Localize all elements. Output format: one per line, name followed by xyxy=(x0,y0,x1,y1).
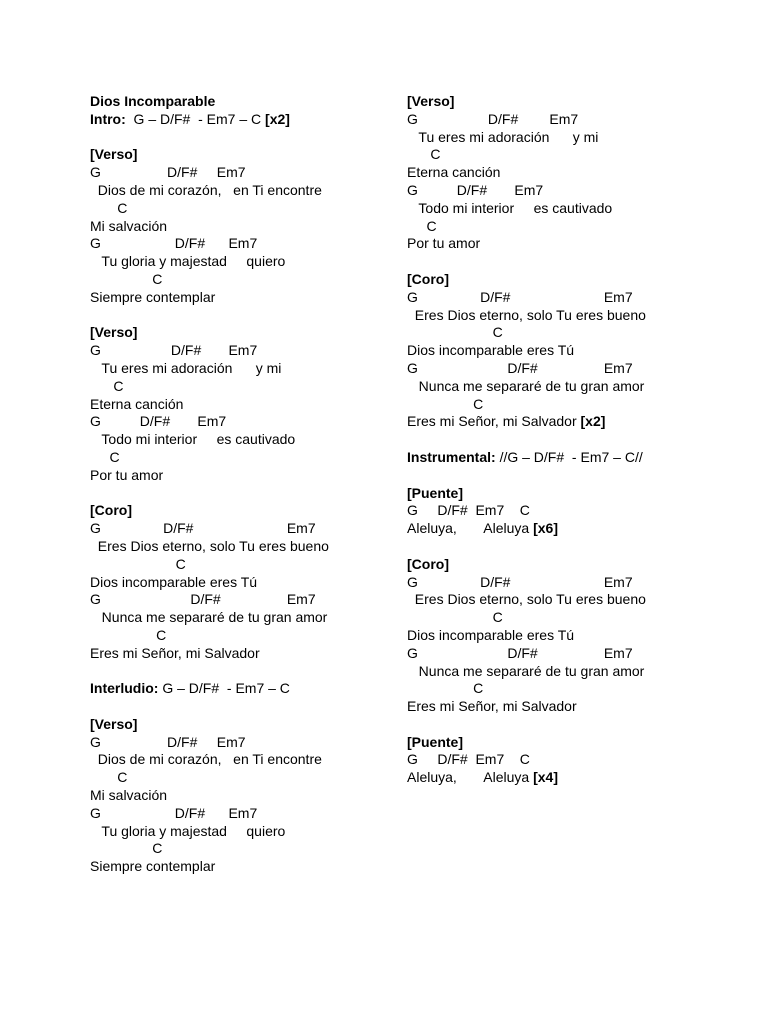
lyric-line xyxy=(90,289,400,307)
lyric-line xyxy=(407,200,717,218)
section-label: [Puente] xyxy=(407,484,463,501)
lyric-line xyxy=(90,520,400,538)
lyric-line xyxy=(407,289,717,307)
line-text: G D/F# Em7 xyxy=(407,181,544,198)
line-text: Mi salvación xyxy=(90,217,168,234)
lyric-line xyxy=(407,645,717,663)
line-text: Eres mi Señor, mi Salvador xyxy=(90,644,260,661)
section-label: [Coro] xyxy=(90,502,132,519)
repeat-marker: [x2] xyxy=(580,413,606,430)
lyric-line xyxy=(407,93,717,111)
lyric-line xyxy=(407,751,717,769)
lyric-line xyxy=(90,769,400,787)
lyric-line xyxy=(407,680,717,698)
lyric-line xyxy=(407,164,717,182)
lyric-line xyxy=(90,698,400,716)
line-text: Aleluya, Aleluya xyxy=(407,520,534,537)
lyric-line xyxy=(90,378,400,396)
line-text: G – D/F# - Em7 – C xyxy=(158,680,290,697)
lyric-line xyxy=(407,129,717,147)
lyric-line xyxy=(90,751,400,769)
line-text: G D/F# Em7 C xyxy=(407,751,530,768)
lyric-line xyxy=(407,502,717,520)
lyric-line xyxy=(90,360,400,378)
lyric-line xyxy=(90,449,400,467)
lyric-line xyxy=(90,307,400,325)
line-text: Dios incomparable eres Tú xyxy=(407,626,575,643)
line-text: //G – D/F# - Em7 – C// xyxy=(495,448,643,465)
lyric-line xyxy=(407,663,717,681)
line-text: Tu eres mi adoración y mi xyxy=(407,128,599,145)
line-text: G D/F# Em7 xyxy=(90,413,227,430)
lyric-line xyxy=(90,609,400,627)
section-label: [Verso] xyxy=(90,324,138,341)
line-text: Eres mi Señor, mi Salvador xyxy=(407,413,581,430)
lyric-line xyxy=(90,431,400,449)
repeat-marker: [x6] xyxy=(533,520,558,537)
section-label: Intro: xyxy=(90,110,126,127)
lyric-line xyxy=(90,645,400,663)
lyric-line xyxy=(407,609,717,627)
repeat-marker: [x2] xyxy=(265,110,290,127)
section-label: [Verso] xyxy=(90,146,138,163)
line-text: Todo mi interior es cautivado xyxy=(407,199,613,216)
line-text: C xyxy=(90,555,186,572)
lyric-line xyxy=(90,467,400,485)
lyric-line xyxy=(90,146,400,164)
lyric-line xyxy=(407,538,717,556)
lyric-line xyxy=(407,734,717,752)
repeat-marker: [x4] xyxy=(533,769,558,786)
lyric-line xyxy=(90,253,400,271)
line-text: Dios incomparable eres Tú xyxy=(90,573,258,590)
line-text: Dios de mi corazón, en Ti encontre xyxy=(90,181,322,198)
section-label: Interludio: xyxy=(90,680,159,697)
lyric-line xyxy=(407,324,717,342)
lyric-line xyxy=(407,413,717,431)
line-text: Eterna canción xyxy=(407,164,501,181)
line-text: C xyxy=(90,377,124,394)
lyric-line xyxy=(90,396,400,414)
lyric-line xyxy=(407,378,717,396)
lyric-line xyxy=(407,627,717,645)
lyric-line xyxy=(90,182,400,200)
line-text: C xyxy=(407,395,484,412)
line-text: Todo mi interior es cautivado xyxy=(90,431,296,448)
line-text: G D/F# Em7 xyxy=(90,733,246,750)
lyric-line xyxy=(90,342,400,360)
lyric-line xyxy=(407,218,717,236)
line-text: G D/F# Em7 xyxy=(90,591,316,608)
lyric-line xyxy=(407,253,717,271)
lyric-line xyxy=(90,129,400,147)
line-text: G D/F# Em7 xyxy=(90,164,246,181)
lyric-line xyxy=(90,111,400,129)
lyric-line xyxy=(90,591,400,609)
line-text: C xyxy=(90,840,163,857)
section-label: [Puente] xyxy=(407,733,463,750)
lyric-line xyxy=(407,235,717,253)
lyric-line xyxy=(407,556,717,574)
lyric-line xyxy=(90,164,400,182)
line-text: Tu eres mi adoración y mi xyxy=(90,359,282,376)
lyric-line xyxy=(407,271,717,289)
lyric-line xyxy=(90,734,400,752)
line-text: C xyxy=(407,146,441,163)
line-text: Siempre contemplar xyxy=(90,288,216,305)
line-text: G D/F# Em7 xyxy=(90,235,258,252)
line-text: C xyxy=(407,680,484,697)
section-label: [Coro] xyxy=(407,555,449,572)
line-text: Tu gloria y majestad quiero xyxy=(90,253,286,270)
lyric-line xyxy=(90,485,400,503)
line-text: Nunca me separaré de tu gran amor xyxy=(407,662,645,679)
lyric-line xyxy=(407,307,717,325)
line-text: G D/F# Em7 xyxy=(407,359,633,376)
lyric-line xyxy=(407,111,717,129)
lyric-line xyxy=(407,396,717,414)
line-text: Eres Dios eterno, solo Tu eres bueno xyxy=(407,306,646,323)
line-text: C xyxy=(407,217,437,234)
lyric-line xyxy=(407,716,717,734)
line-text: G D/F# Em7 xyxy=(90,342,258,359)
lyric-line xyxy=(90,663,400,681)
line-text: G D/F# Em7 xyxy=(407,110,579,127)
lyric-line xyxy=(407,574,717,592)
lyric-line xyxy=(407,467,717,485)
line-text: Por tu amor xyxy=(90,466,164,483)
lyric-line xyxy=(90,324,400,342)
line-text: G D/F# Em7 C xyxy=(407,502,530,519)
line-text: C xyxy=(90,448,120,465)
lyric-line xyxy=(407,769,717,787)
line-text: Aleluya, Aleluya xyxy=(407,769,534,786)
line-text: G D/F# Em7 xyxy=(407,573,633,590)
line-text: G D/F# Em7 xyxy=(407,644,633,661)
lyric-line xyxy=(407,342,717,360)
lyric-line xyxy=(90,235,400,253)
lyric-line xyxy=(407,182,717,200)
line-text: Nunca me separaré de tu gran amor xyxy=(407,377,645,394)
lyric-line xyxy=(90,93,400,111)
lyric-line xyxy=(90,218,400,236)
section-label: Instrumental: xyxy=(407,448,496,465)
lyric-line xyxy=(407,591,717,609)
lyrics-column-right xyxy=(407,93,717,787)
lyric-line xyxy=(90,716,400,734)
lyric-line xyxy=(407,698,717,716)
line-text: G – D/F# - Em7 – C xyxy=(125,110,266,127)
lyric-line xyxy=(90,200,400,218)
line-text: G D/F# Em7 xyxy=(90,804,258,821)
section-label: [Verso] xyxy=(407,93,455,109)
lyric-line xyxy=(90,823,400,841)
line-text: Eres mi Señor, mi Salvador xyxy=(407,698,577,715)
lyric-line xyxy=(407,360,717,378)
line-text: Eres Dios eterno, solo Tu eres bueno xyxy=(90,537,329,554)
lyric-line xyxy=(90,680,400,698)
line-text: Mi salvación xyxy=(90,787,168,804)
section-label: [Verso] xyxy=(90,715,138,732)
lyric-line xyxy=(90,574,400,592)
lyric-line xyxy=(407,431,717,449)
lyric-line xyxy=(407,449,717,467)
line-text: C xyxy=(407,324,503,341)
line-text: Tu gloria y majestad quiero xyxy=(90,822,286,839)
line-text: Dios de mi corazón, en Ti encontre xyxy=(90,751,322,768)
line-text: C xyxy=(90,270,163,287)
line-text: C xyxy=(90,769,128,786)
line-text: C xyxy=(90,626,167,643)
line-text: Eres Dios eterno, solo Tu eres bueno xyxy=(407,591,646,608)
lyric-line xyxy=(407,520,717,538)
lyric-line xyxy=(90,271,400,289)
line-text: Nunca me separaré de tu gran amor xyxy=(90,609,328,626)
line-text: Siempre contemplar xyxy=(90,858,216,875)
line-text: G D/F# Em7 xyxy=(90,520,316,537)
lyric-line xyxy=(407,485,717,503)
line-text: Dios incomparable eres Tú xyxy=(407,342,575,359)
line-text: Por tu amor xyxy=(407,235,481,252)
lyric-line xyxy=(90,413,400,431)
lyric-line xyxy=(90,840,400,858)
section-label: [Coro] xyxy=(407,270,449,287)
lyric-line xyxy=(90,805,400,823)
lyric-line xyxy=(407,146,717,164)
lyric-line xyxy=(90,556,400,574)
line-text: C xyxy=(90,199,128,216)
line-text: G D/F# Em7 xyxy=(407,288,633,305)
lyric-line xyxy=(90,538,400,556)
lyric-line xyxy=(90,502,400,520)
lyric-line xyxy=(90,627,400,645)
lyric-line xyxy=(90,787,400,805)
lyric-line xyxy=(90,858,400,876)
line-text: Eterna canción xyxy=(90,395,184,412)
section-label: Dios Incomparable xyxy=(90,93,216,109)
line-text: C xyxy=(407,609,503,626)
lyrics-column-left xyxy=(90,93,400,876)
